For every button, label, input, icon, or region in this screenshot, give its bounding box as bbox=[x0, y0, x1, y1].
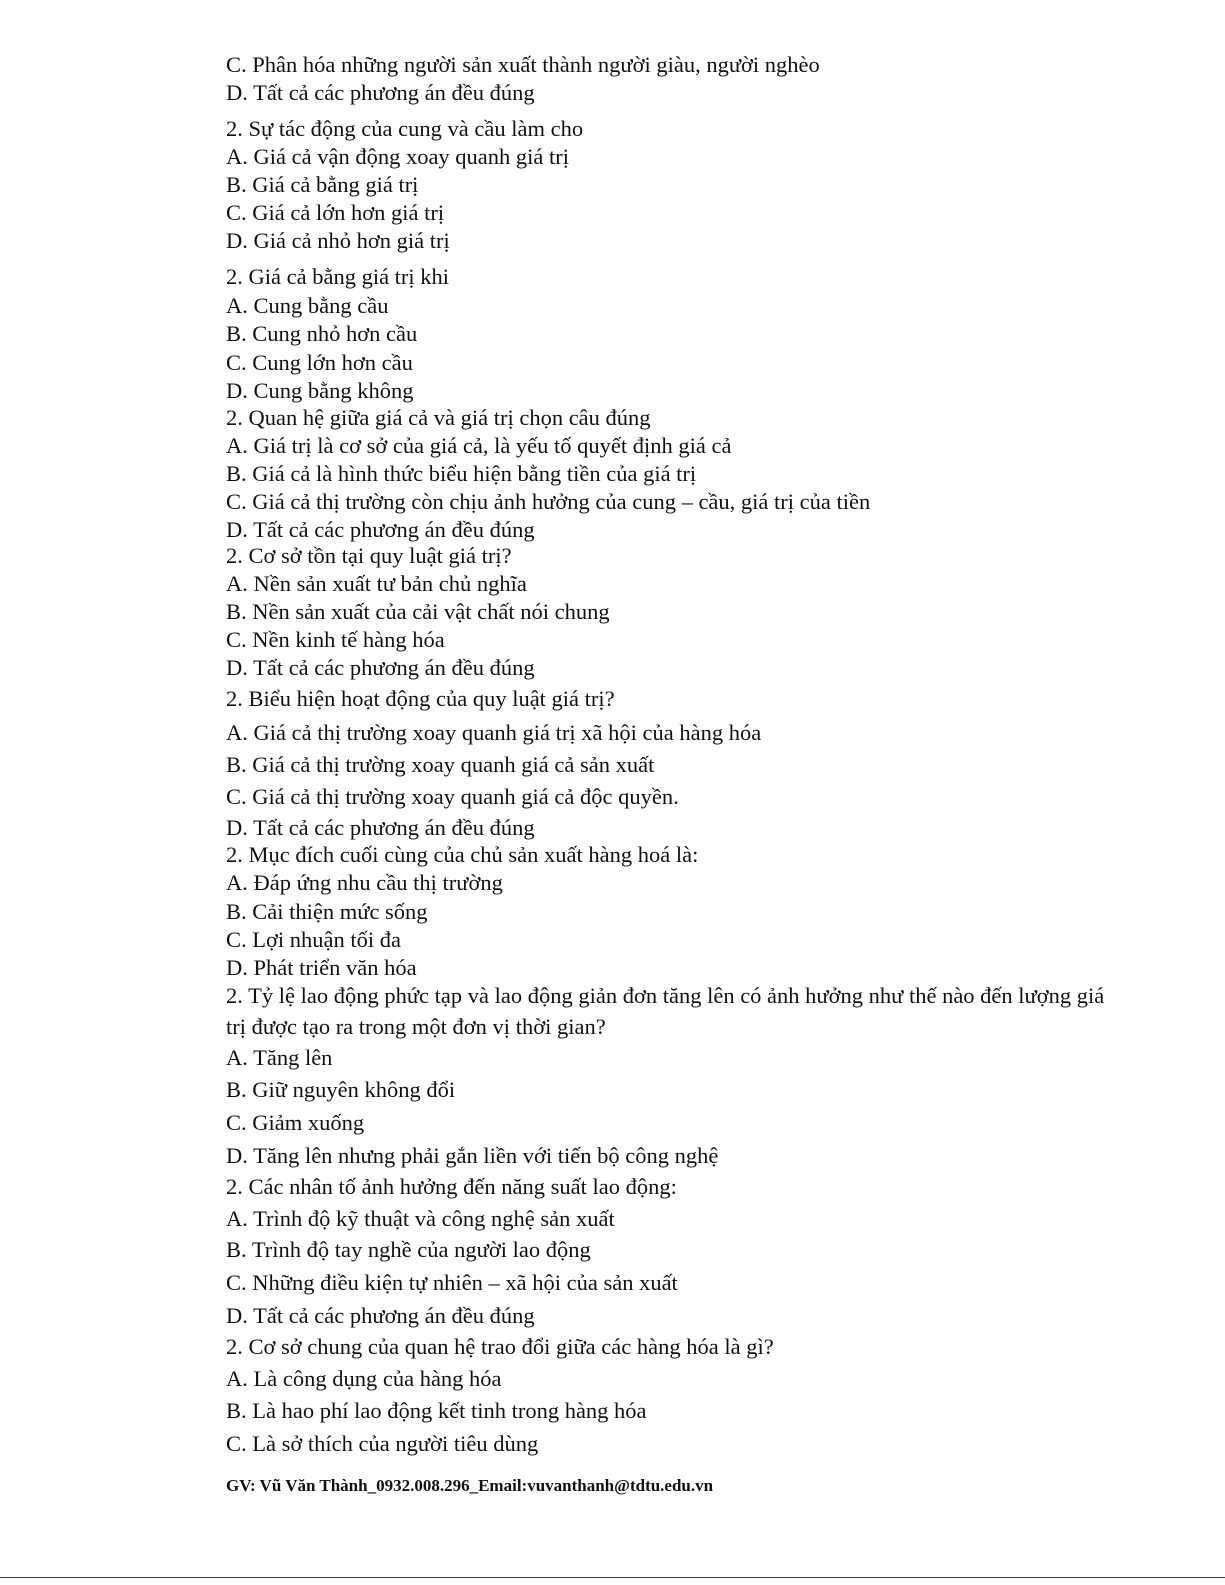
text-line: A. Là công dụng của hàng hóa bbox=[226, 1366, 502, 1391]
text-line: C. Là sở thích của người tiêu dùng bbox=[226, 1431, 539, 1456]
question-line: 2. Các nhân tố ảnh hưởng đến năng suất lao động: bbox=[226, 1174, 677, 1199]
text-line: C. Giá cả lớn hơn giá trị bbox=[226, 200, 445, 225]
text-line: C. Phân hóa những người sản xuất thành người giàu, người nghèo bbox=[226, 52, 820, 77]
text-line: D. Cung bằng không bbox=[226, 378, 414, 403]
text-line: D. Phát triển văn hóa bbox=[226, 955, 417, 980]
question-line: 2. Cơ sở chung của quan hệ trao đổi giữa các hàng hóa là gì? bbox=[226, 1334, 774, 1359]
question-line: 2. Giá cả bằng giá trị khi bbox=[226, 264, 450, 289]
text-line: A. Nền sản xuất tư bản chủ nghĩa bbox=[226, 571, 527, 596]
question-line: 2. Biểu hiện hoạt động của quy luật giá trị? bbox=[226, 686, 615, 711]
question-line: 2. Quan hệ giữa giá cả và giá trị chọn câu đúng bbox=[226, 405, 651, 430]
text-line: C. Những điều kiện tự nhiên – xã hội của sản xuất bbox=[226, 1270, 678, 1295]
text-line: D. Tất cả các phương án đều đúng bbox=[226, 655, 535, 680]
text-line: B. Cung nhỏ hơn cầu bbox=[226, 321, 418, 346]
text-line: C. Cung lớn hơn cầu bbox=[226, 350, 413, 375]
text-line: D. Tất cả các phương án đều đúng bbox=[226, 815, 535, 840]
page-footer: GV: Vũ Văn Thành_0932.008.296_Email:vuvanthanh@tdtu.edu.vn bbox=[226, 1476, 714, 1495]
text-line: trị được tạo ra trong một đơn vị thời gian? bbox=[226, 1014, 606, 1039]
text-line: D. Tăng lên nhưng phải gắn liền với tiến bộ công nghệ bbox=[226, 1143, 719, 1168]
question-line: 2. Cơ sở tồn tại quy luật giá trị? bbox=[226, 543, 512, 568]
text-line: C. Giảm xuống bbox=[226, 1110, 365, 1135]
text-line: D. Giá cả nhỏ hơn giá trị bbox=[226, 228, 450, 253]
text-line: C. Giá cả thị trường xoay quanh giá cả độc quyền. bbox=[226, 784, 679, 809]
text-line: B. Là hao phí lao động kết tinh trong hàng hóa bbox=[226, 1398, 647, 1423]
text-line: A. Trình độ kỹ thuật và công nghệ sản xuất bbox=[226, 1206, 615, 1231]
text-line: B. Trình độ tay nghề của người lao động bbox=[226, 1237, 591, 1262]
text-line: B. Giá cả là hình thức biểu hiện bằng tiền của giá trị bbox=[226, 461, 697, 486]
text-line: D. Tất cả các phương án đều đúng bbox=[226, 1303, 535, 1328]
question-line: 2. Mục đích cuối cùng của chủ sản xuất hàng hoá là: bbox=[226, 842, 699, 867]
text-line: C. Lợi nhuận tối đa bbox=[226, 927, 402, 952]
text-line: A. Giá cả vận động xoay quanh giá trị bbox=[226, 144, 570, 169]
text-line: B. Cải thiện mức sống bbox=[226, 899, 428, 924]
text-line: C. Nền kinh tế hàng hóa bbox=[226, 627, 445, 652]
text-line: B. Nền sản xuất của cải vật chất nói chung bbox=[226, 599, 610, 624]
text-line: D. Tất cả các phương án đều đúng bbox=[226, 80, 535, 105]
question-line: 2. Sự tác động của cung và cầu làm cho bbox=[226, 116, 584, 141]
text-line: A. Tăng lên bbox=[226, 1045, 333, 1070]
text-line: B. Giữ nguyên không đổi bbox=[226, 1077, 456, 1102]
text-line: A. Cung bằng cầu bbox=[226, 293, 389, 318]
text-line: A. Giá cả thị trường xoay quanh giá trị xã hội của hàng hóa bbox=[226, 720, 762, 745]
text-line: C. Giá cả thị trường còn chịu ảnh hưởng của cung – cầu, giá trị của tiền bbox=[226, 489, 871, 514]
page-bottom-rule bbox=[0, 1577, 1225, 1578]
text-line: B. Giá cả bằng giá trị bbox=[226, 172, 419, 197]
text-line: B. Giá cả thị trường xoay quanh giá cả sản xuất bbox=[226, 752, 655, 777]
text-line: A. Đáp ứng nhu cầu thị trường bbox=[226, 870, 503, 895]
text-line: A. Giá trị là cơ sở của giá cả, là yếu tố quyết định giá cả bbox=[226, 433, 732, 458]
text-line: D. Tất cả các phương án đều đúng bbox=[226, 517, 535, 542]
question-line: 2. Tỷ lệ lao động phức tạp và lao động giản đơn tăng lên có ảnh hưởng như thế nào đến lượng giá bbox=[226, 983, 1105, 1008]
